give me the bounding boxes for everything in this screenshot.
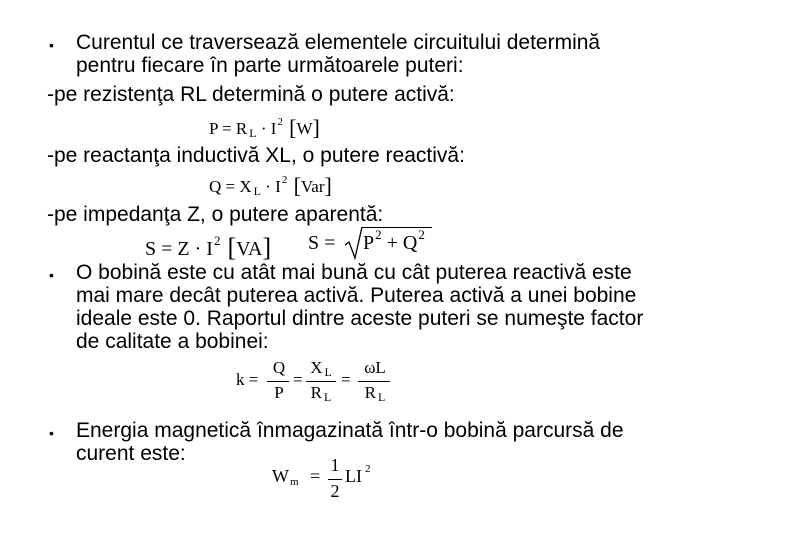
fraction-2-num-x: X xyxy=(310,358,323,377)
paragraph-5-line-1: O bobină este cu atât mai bună cu cât puterea reactivă este xyxy=(76,261,632,284)
formula-energy-rhs xyxy=(345,463,371,487)
energy-fraction-numerator: 1 xyxy=(330,455,340,475)
formula-active-power-sup: 2 xyxy=(277,116,283,128)
formula-energy-sup: 2 xyxy=(365,463,371,475)
formula-root-plus-q: + Q xyxy=(381,232,418,254)
formula-energy-w-sub: m xyxy=(290,476,299,488)
formula-reactive-power-unit: Var xyxy=(300,177,325,196)
formula-active-power-unit: W xyxy=(296,119,313,138)
fraction-2-numerator xyxy=(305,358,337,378)
bullet-1: • xyxy=(49,37,54,53)
fraction-3-denominator xyxy=(358,383,392,403)
paragraph-6-line-2: curent este: xyxy=(76,442,186,465)
formula-root-q-sup: 2 xyxy=(418,227,425,242)
paragraph-5-line-2: mai mare decât puterea activă. Puterea activă a unei bobine xyxy=(76,284,637,307)
fraction-1-line xyxy=(267,381,289,382)
energy-fraction-denominator: 2 xyxy=(330,481,340,501)
formula-apparent-power-unit: VA xyxy=(236,238,263,260)
paragraph-1-line-2: pentru fiecare în parte următoarele puteri: xyxy=(76,54,464,77)
fraction-2-den-sub: L xyxy=(324,390,332,404)
bracket-close: ] xyxy=(312,115,320,140)
paragraph-6-line-1: Energia magnetică înmagazinată într-o bobină parcursă de xyxy=(76,419,624,442)
formula-active-power-lhs: P = R xyxy=(209,119,248,138)
paragraph-5-line-4: de calitate a bobinei: xyxy=(76,330,269,353)
fraction-2-line xyxy=(306,381,336,382)
formula-reactive-power-lhs: Q = X xyxy=(209,177,252,196)
fraction-3-line xyxy=(358,381,390,382)
fraction-3-den-sub: L xyxy=(378,390,386,404)
bracket-close: ] xyxy=(262,233,272,262)
formula-energy-w: W xyxy=(272,466,289,486)
formula-active-power-sub: L xyxy=(249,126,257,140)
paragraph-5-line-3: ideale este 0. Raportul dintre aceste puteri se numeşte factor xyxy=(76,307,644,330)
formula-reactive-power-sub: L xyxy=(253,184,261,198)
bracket-open: [ xyxy=(227,233,237,262)
fraction-3-numerator: ωL xyxy=(364,358,386,377)
formula-apparent-power xyxy=(145,232,271,262)
formula-reactive-power-mid: · I xyxy=(261,177,281,196)
formula-reactive-power-sup: 2 xyxy=(281,174,288,186)
energy-fraction-line xyxy=(328,479,342,480)
bracket-open: [ xyxy=(293,173,301,198)
formula-reactive-power xyxy=(209,172,332,198)
bullet-2: • xyxy=(49,267,54,283)
formula-energy-eq: = xyxy=(310,466,321,486)
formula-active-power xyxy=(209,114,320,140)
formula-quality-eq1: = xyxy=(293,370,303,389)
fraction-1-numerator: Q xyxy=(272,358,286,377)
bracket-close: ] xyxy=(324,173,332,198)
fraction-1-denominator: P xyxy=(274,383,284,402)
formula-root-p-sup: 2 xyxy=(375,227,382,242)
fraction-3-den-r: R xyxy=(364,383,376,402)
formula-apparent-power-lhs: S = Z · I xyxy=(145,238,213,260)
paragraph-active-power: -pe rezistenţa RL determină o putere activă: xyxy=(47,83,455,106)
bullet-3: • xyxy=(49,425,54,441)
fraction-2-den-r: R xyxy=(310,383,322,402)
sqrt-sign-icon xyxy=(344,226,364,260)
formula-root-radicand xyxy=(363,227,425,255)
fraction-2-num-sub: L xyxy=(324,365,332,379)
paragraph-apparent-power: -pe impedanţa Z, o putere aparentă: xyxy=(47,203,384,226)
formula-active-power-mid: · I xyxy=(256,119,277,138)
paragraph-1-line-1: Curentul ce traversează elementele circuitului determină xyxy=(76,31,601,54)
fraction-2-denominator xyxy=(305,383,337,403)
formula-root-p: P xyxy=(363,232,375,254)
formula-quality-k: k = xyxy=(236,370,259,389)
paragraph-reactive-power: -pe reactanţa inductivă XL, o putere reactivă: xyxy=(47,144,465,167)
formula-energy-lhs xyxy=(272,466,299,487)
formula-root-lhs: S = xyxy=(308,232,336,254)
formula-apparent-power-root xyxy=(308,232,335,255)
formula-energy-li: LI xyxy=(345,466,362,486)
bracket-open: [ xyxy=(289,115,297,140)
formula-apparent-power-sup: 2 xyxy=(213,233,221,248)
formula-quality-eq2: = xyxy=(341,370,351,389)
